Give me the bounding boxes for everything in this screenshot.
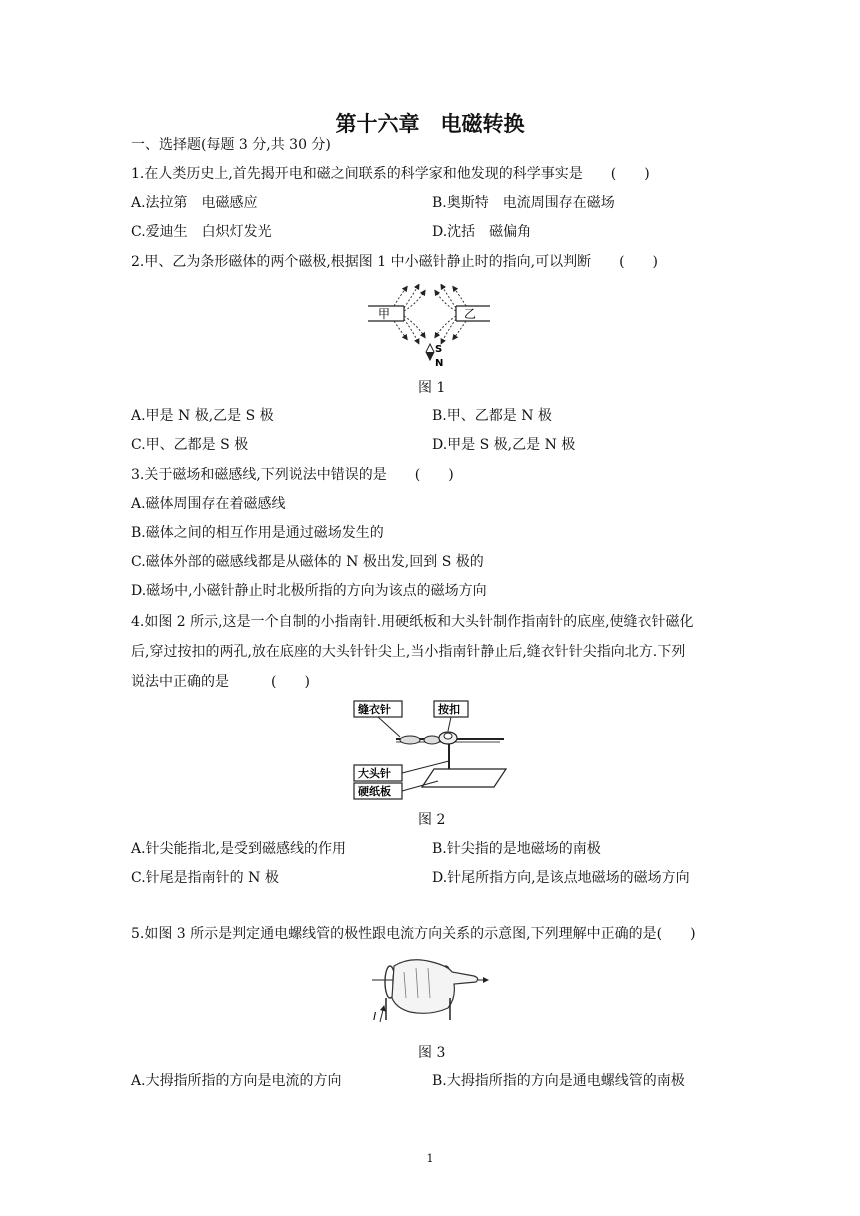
question-5-option-b: B.大拇指所指的方向是通电螺线管的南极 [432, 1073, 685, 1089]
question-4-stem-line-1: 4.如图 2 所示,这是一个自制的小指南针.用硬纸板和大头针制作指南针的底座,使缝衣针磁化 [131, 614, 694, 630]
figure-2-label-button: 按扣 [438, 703, 460, 716]
question-1-option-b: B.奥斯特 电流周围存在磁场 [432, 195, 615, 211]
figure-2-label-needle: 缝衣针 [358, 703, 391, 716]
question-4-option-a: A.针尖能指北,是受到磁感线的作用 [131, 841, 347, 857]
question-2-option-d: D.甲是 S 极,乙是 N 极 [432, 437, 576, 453]
question-3-option-c: C.磁体外部的磁感线都是从磁体的 N 极出发,回到 S 极的 [131, 554, 484, 570]
figure-2-compass-setup [352, 699, 508, 801]
question-2-option-b: B.甲、乙都是 N 极 [432, 408, 552, 424]
figure-1-label-yi: 乙 [464, 307, 477, 321]
question-4-stem-line-3: 说法中正确的是 ( ) [131, 674, 310, 690]
question-4-stem-line-2: 后,穿过按扣的两孔,放在底座的大头针针尖上,当小指南针静止后,缝衣针针尖指向北方.下列 [131, 644, 686, 660]
question-4-option-c: C.针尾是指南针的 N 极 [131, 870, 279, 886]
question-2-option-c: C.甲、乙都是 S 极 [131, 437, 249, 453]
question-5-option-a: A.大拇指所指的方向是电流的方向 [131, 1073, 342, 1089]
figure-2-label-board: 硬纸板 [358, 785, 391, 798]
figure-3-right-hand-rule [370, 958, 494, 1026]
question-2-stem: 2.甲、乙为条形磁体的两个磁极,根据图 1 中小磁针静止时的指向,可以判断 ( ) [131, 254, 658, 270]
figure-2-label-pin: 大头针 [358, 767, 391, 780]
page-title: 第十六章 电磁转换 [335, 112, 525, 136]
figure-1-caption: 图 1 [418, 380, 446, 396]
question-3-option-b: B.磁体之间的相互作用是通过磁场发生的 [131, 525, 384, 541]
figure-3-label-current: I [373, 1010, 377, 1023]
question-3-stem: 3.关于磁场和磁感线,下列说法中错误的是 ( ) [131, 467, 454, 483]
page-number: 1 [426, 1152, 434, 1165]
question-1-stem: 1.在人类历史上,首先揭开电和磁之间联系的科学家和他发现的科学事实是 ( ) [131, 166, 650, 182]
question-3-option-a: A.磁体周围存在着磁感线 [131, 496, 286, 512]
figure-3-caption: 图 3 [418, 1045, 446, 1061]
figure-1-bar-magnets [364, 284, 494, 370]
question-1-option-d: D.沈括 磁偏角 [432, 224, 532, 240]
figure-2-caption: 图 2 [418, 812, 446, 828]
figure-1-label-n: N [435, 358, 444, 369]
question-4-option-d: D.针尾所指方向,是该点地磁场的磁场方向 [432, 870, 690, 886]
question-5-stem: 5.如图 3 所示是判定通电螺线管的极性跟电流方向关系的示意图,下列理解中正确的是( ) [131, 926, 696, 942]
question-4-option-b: B.针尖指的是地磁场的南极 [432, 841, 601, 857]
question-2-option-a: A.甲是 N 极,乙是 S 极 [131, 408, 274, 424]
figure-1-label-s: S [435, 344, 443, 355]
section-heading: 一、选择题(每题 3 分,共 30 分) [131, 137, 331, 153]
question-1-option-a: A.法拉第 电磁感应 [131, 195, 258, 211]
question-3-option-d: D.磁场中,小磁针静止时北极所指的方向为该点的磁场方向 [131, 583, 487, 599]
figure-1-label-jia: 甲 [378, 307, 391, 321]
question-1-option-c: C.爱迪生 白炽灯发光 [131, 224, 272, 240]
